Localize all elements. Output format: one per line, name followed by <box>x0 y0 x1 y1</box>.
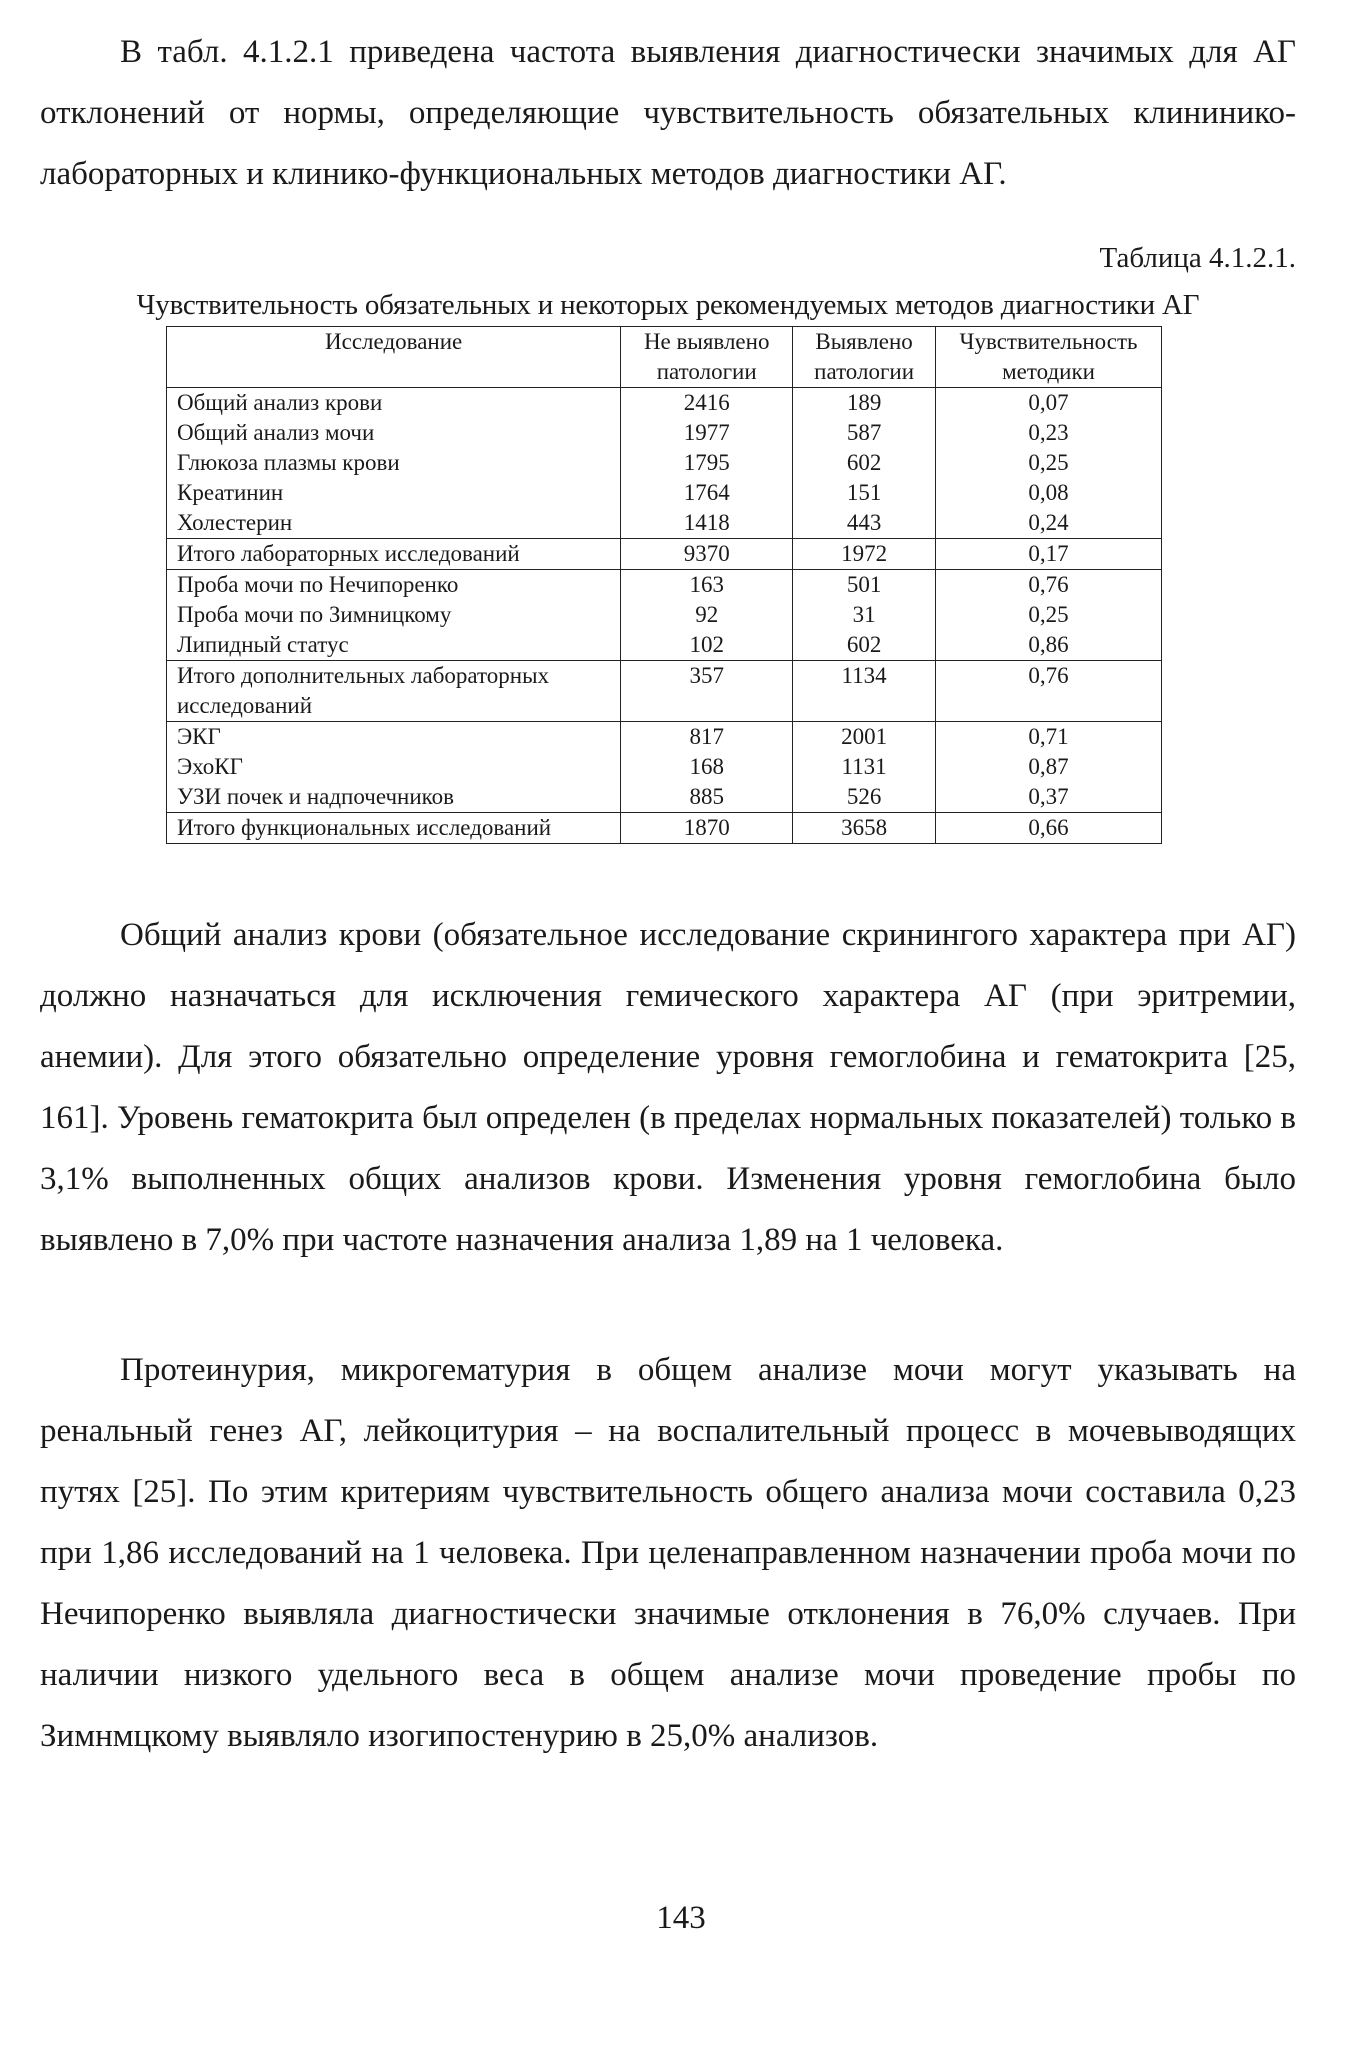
cell-no-pathology: 1418 <box>621 508 793 539</box>
cell-sensitivity: 0,71 <box>936 722 1162 753</box>
cell-no-pathology: 92 <box>621 600 793 630</box>
cell-no-pathology: 357 <box>621 661 793 722</box>
cell-sensitivity: 0,66 <box>936 813 1162 844</box>
cell-study: Креатинин <box>167 478 621 508</box>
table-row <box>167 630 1162 661</box>
cell-study: Итого лабораторных исследований <box>167 539 621 570</box>
cell-pathology: 1131 <box>793 752 936 782</box>
cell-sensitivity: 0,07 <box>936 388 1162 419</box>
cell-no-pathology: 163 <box>621 570 793 601</box>
page-number: 143 <box>656 1900 706 1936</box>
table-row <box>167 388 1162 419</box>
cell-pathology: 602 <box>793 630 936 661</box>
table-caption: Чувствительность обязательных и некоторых рекомендуемых методов диагностики АГ <box>136 289 1200 321</box>
cell-no-pathology: 102 <box>621 630 793 661</box>
cell-pathology: 189 <box>793 388 936 419</box>
cell-no-pathology: 9370 <box>621 539 793 570</box>
cell-pathology: 587 <box>793 418 936 448</box>
cell-pathology: 602 <box>793 448 936 478</box>
paragraph-blood-analysis: Общий анализ крови (обязательное исследование скринингого характера при АГ) должно назначаться для исключения гемического характера АГ (при эритремии, анемии). Для этого обязательно определение уровня гемоглобина и гематокрита [25, 161]. Уровень гематокрита был определен (в пределах нормальных показателей) только в 3,1% выполненных общих анализов крови. Изменения уровня гемоглобина было выявлено в 7,0% при частоте назначения анализа 1,89 на 1 человека. <box>40 917 1296 1258</box>
table-row <box>167 418 1162 448</box>
cell-no-pathology: 2416 <box>621 388 793 419</box>
cell-sensitivity: 0,25 <box>936 600 1162 630</box>
cell-sensitivity: 0,17 <box>936 539 1162 570</box>
table-number: Таблица 4.1.2.1. <box>1099 242 1296 274</box>
cell-study: УЗИ почек и надпочечников <box>167 782 621 813</box>
table-row <box>167 752 1162 782</box>
cell-pathology: 1972 <box>793 539 936 570</box>
cell-sensitivity: 0,76 <box>936 661 1162 722</box>
cell-study: Проба мочи по Нечипоренко <box>167 570 621 601</box>
cell-sensitivity: 0,37 <box>936 782 1162 813</box>
cell-pathology: 3658 <box>793 813 936 844</box>
cell-study: ЭКГ <box>167 722 621 753</box>
cell-study: ЭхоКГ <box>167 752 621 782</box>
cell-no-pathology: 1870 <box>621 813 793 844</box>
cell-study: Общий анализ мочи <box>167 418 621 448</box>
cell-no-pathology: 1764 <box>621 478 793 508</box>
table-row <box>167 600 1162 630</box>
table-row <box>167 448 1162 478</box>
paragraph-intro: В табл. 4.1.2.1 приведена частота выявления диагностически значимых для АГ отклонений от нормы, определяющие чувствительность обязательных клининико-лабораторных и клинико-функциональных методов диагностики АГ. <box>40 34 1296 192</box>
cell-no-pathology: 817 <box>621 722 793 753</box>
table-row <box>167 722 1162 753</box>
cell-no-pathology: 1795 <box>621 448 793 478</box>
cell-pathology: 501 <box>793 570 936 601</box>
table-row <box>167 478 1162 508</box>
cell-pathology: 31 <box>793 600 936 630</box>
table-header-row <box>167 327 1162 388</box>
table-row-subtotal <box>167 813 1162 844</box>
table-row <box>167 508 1162 539</box>
cell-sensitivity: 0,23 <box>936 418 1162 448</box>
header-study: Исследование <box>167 327 621 388</box>
cell-sensitivity: 0,25 <box>936 448 1162 478</box>
cell-sensitivity: 0,87 <box>936 752 1162 782</box>
cell-pathology: 2001 <box>793 722 936 753</box>
cell-sensitivity: 0,24 <box>936 508 1162 539</box>
cell-study: Общий анализ крови <box>167 388 621 419</box>
cell-no-pathology: 1977 <box>621 418 793 448</box>
table-row-subtotal <box>167 661 1162 722</box>
cell-pathology: 526 <box>793 782 936 813</box>
cell-study: Итого дополнительных лабораторных исследований <box>167 661 621 722</box>
cell-study: Липидный статус <box>167 630 621 661</box>
sensitivity-table <box>166 326 1162 844</box>
cell-no-pathology: 168 <box>621 752 793 782</box>
cell-study: Глюкоза плазмы крови <box>167 448 621 478</box>
header-sensitivity: Чувствительность методики <box>936 327 1162 388</box>
cell-sensitivity: 0,76 <box>936 570 1162 601</box>
cell-pathology: 1134 <box>793 661 936 722</box>
table-row <box>167 782 1162 813</box>
table-row-subtotal <box>167 539 1162 570</box>
header-no-pathology: Не выявлено патологии <box>621 327 793 388</box>
cell-study: Холестерин <box>167 508 621 539</box>
paragraph-urine-analysis: Протеинурия, микрогематурия в общем анализе мочи могут указывать на ренальный генез АГ, лейкоцитурия – на воспалительный процесс в мочевыводящих путях [25]. По этим критериям чувствительность общего анализа мочи составила 0,23 при 1,86 исследований на 1 человека. При целенаправленном назначении проба мочи по Нечипоренко выявляла диагностически значимые отклонения в 76,0% случаев. При наличии низкого удельного веса в общем анализе мочи проведение пробы по Зимнмцкому выявляло изогипостенурию в 25,0% анализов. <box>40 1352 1296 1754</box>
cell-sensitivity: 0,86 <box>936 630 1162 661</box>
cell-no-pathology: 885 <box>621 782 793 813</box>
cell-pathology: 151 <box>793 478 936 508</box>
cell-sensitivity: 0,08 <box>936 478 1162 508</box>
cell-study: Итого функциональных исследований <box>167 813 621 844</box>
cell-pathology: 443 <box>793 508 936 539</box>
cell-study: Проба мочи по Зимницкому <box>167 600 621 630</box>
header-pathology: Выявлено патологии <box>793 327 936 388</box>
table-row <box>167 570 1162 601</box>
